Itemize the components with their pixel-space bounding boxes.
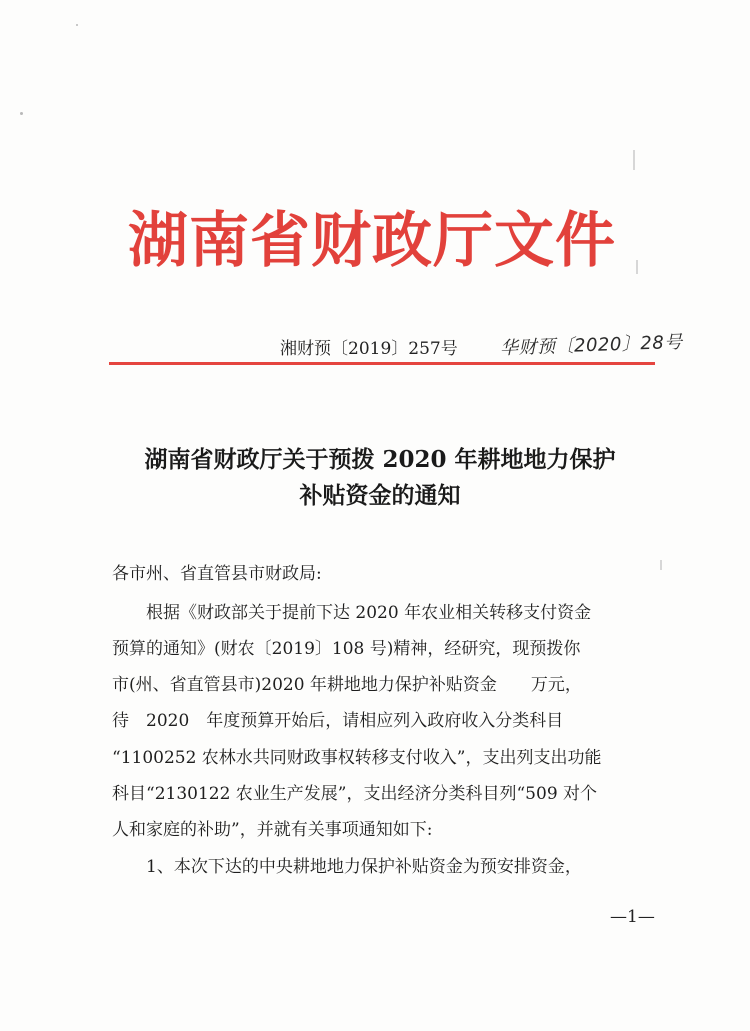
body-line-8: 1、本次下达的中央耕地地力保护补贴资金为预安排资金，	[112, 857, 582, 877]
body-line-7: 人和家庭的补助”，并就有关事项通知如下:	[112, 820, 433, 840]
scan-mark	[660, 560, 662, 570]
page-number: —1—	[610, 907, 655, 927]
body-line-2: 预算的通知》(财农〔2019〕108 号)精神，经研究，现预拨你	[112, 639, 581, 659]
document-number-row	[280, 331, 684, 364]
handwritten-annotation: 华财预〔2020〕28号	[499, 331, 684, 360]
document-number: 湘财预〔2019〕257号	[280, 339, 458, 359]
body-line-6: 科目“2130122 农业生产发展”，支出经济分类科目列“509 对个	[112, 784, 598, 804]
scan-speck	[76, 24, 78, 26]
body-line-5: “1100252 农林水共同财政事权转移支付收入”，支出列支出功能	[112, 748, 602, 768]
body-line-3: 市(州、省直管县市)2020 年耕地地力保护补贴资金 万元，	[112, 675, 582, 695]
document-title-line-2: 补贴资金的通知	[299, 482, 461, 509]
scan-speck	[20, 112, 23, 115]
salutation: 各市州、省直管县市财政局:	[112, 564, 322, 584]
document-masthead: 湖南省财政厅文件	[128, 206, 616, 276]
body-line-1: 根据《财政部关于提前下达 2020 年农业相关转移支付资金	[112, 603, 592, 623]
scan-mark	[633, 150, 635, 170]
document-title-line-1: 湖南省财政厅关于预拨 2020 年耕地地力保护	[144, 446, 616, 473]
red-separator-rule	[109, 362, 655, 365]
body-line-4: 待 2020 年度预算开始后，请相应列入政府收入分类科目	[112, 711, 564, 731]
